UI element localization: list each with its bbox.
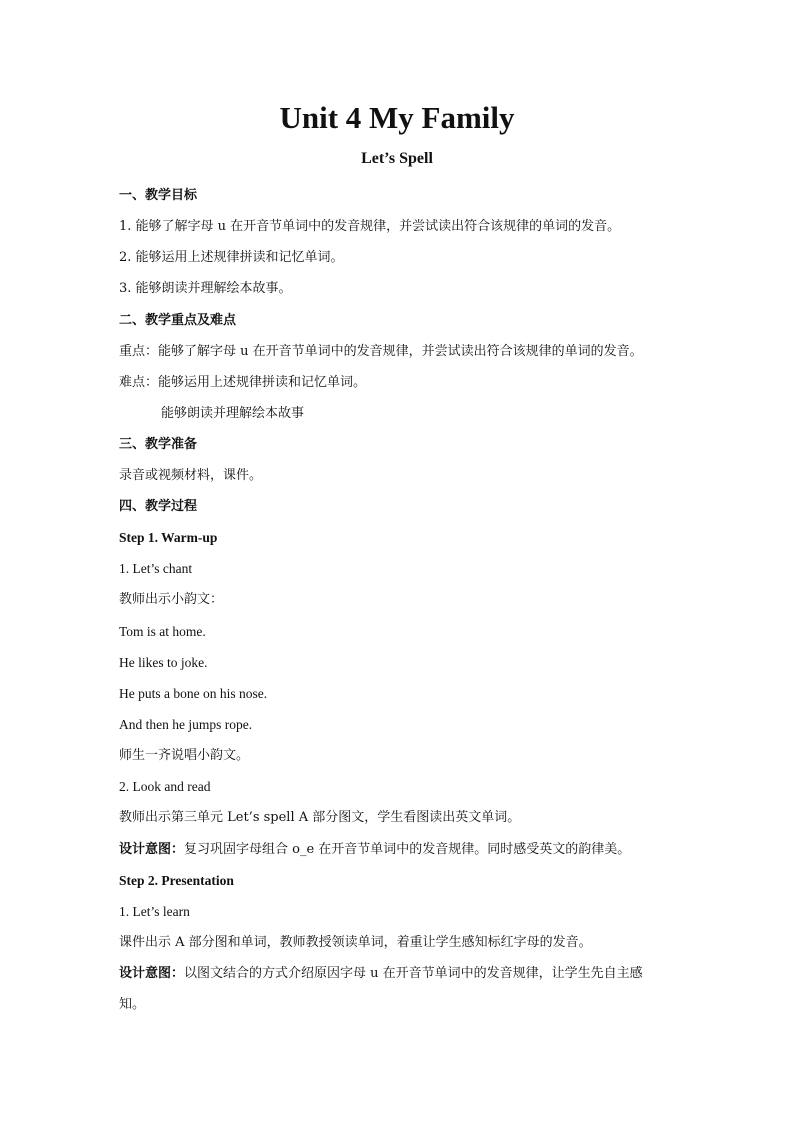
chant-line: He likes to joke. bbox=[119, 655, 208, 670]
design-intent bbox=[119, 964, 689, 984]
objective-item: 1. 能够了解字母 u 在开音节单词中的发音规律，并尝试读出符合该规律的单词的发音。 bbox=[119, 219, 621, 234]
key-point-difficulty: 难点：能够运用上述规律拼读和记忆单词。 bbox=[119, 375, 367, 390]
design-intent-text: 以图文结合的方式介绍原因字母 u 在开音节单词中的发音规律，让学生先自主感 bbox=[184, 966, 643, 981]
objective-item: 3. 能够朗读并理解绘本故事。 bbox=[119, 281, 292, 296]
section-heading-key-points: 二、教学重点及难点 bbox=[119, 313, 237, 328]
design-intent bbox=[119, 840, 689, 860]
design-intent-text: 复习巩固字母组合 o_e 在开音节单词中的发音规律。同时感受英文的韵律美。 bbox=[184, 842, 631, 857]
chant-after: 师生一齐说唱小韵文。 bbox=[119, 748, 250, 763]
section-heading-preparation: 三、教学准备 bbox=[119, 437, 198, 452]
look-read-text: 教师出示第三单元 Let’s spell A 部分图文，学生看图读出英文单词。 bbox=[119, 810, 521, 825]
design-intent-label: 设计意图： bbox=[119, 842, 185, 857]
section-heading-process: 四、教学过程 bbox=[119, 499, 198, 514]
learn-text: 课件出示 A 部分图和单词，教师教授领读单词，着重让学生感知标红字母的发音。 bbox=[119, 935, 592, 950]
objective-item: 2. 能够运用上述规律拼读和记忆单词。 bbox=[119, 250, 344, 265]
chant-line: And then he jumps rope. bbox=[119, 717, 253, 732]
chant-intro: 教师出示小韵文： bbox=[119, 592, 224, 607]
document-title: Unit 4 My Family bbox=[279, 100, 515, 135]
chant-line: He puts a bone on his nose. bbox=[119, 686, 268, 701]
learn-title: 1. Let’s learn bbox=[119, 904, 190, 919]
document-subtitle: Let’s Spell bbox=[361, 150, 433, 167]
section-heading-objectives: 一、教学目标 bbox=[119, 188, 198, 203]
look-read-title: 2. Look and read bbox=[119, 779, 211, 794]
chant-line: Tom is at home. bbox=[119, 624, 206, 639]
key-point-focus: 重点：能够了解字母 u 在开音节单词中的发音规律，并尝试读出符合该规律的单词的发音。 bbox=[119, 344, 643, 359]
step2-title: Step 2. Presentation bbox=[119, 873, 234, 888]
design-intent-continued: 知。 bbox=[119, 997, 146, 1012]
step1-title: Step 1. Warm-up bbox=[119, 530, 218, 545]
preparation-text: 录音或视频材料，课件。 bbox=[119, 468, 263, 483]
key-point-difficulty-continued: 能够朗读并理解绘本故事 bbox=[161, 406, 305, 421]
chant-title: 1. Let’s chant bbox=[119, 561, 193, 576]
design-intent-label: 设计意图： bbox=[119, 966, 185, 981]
